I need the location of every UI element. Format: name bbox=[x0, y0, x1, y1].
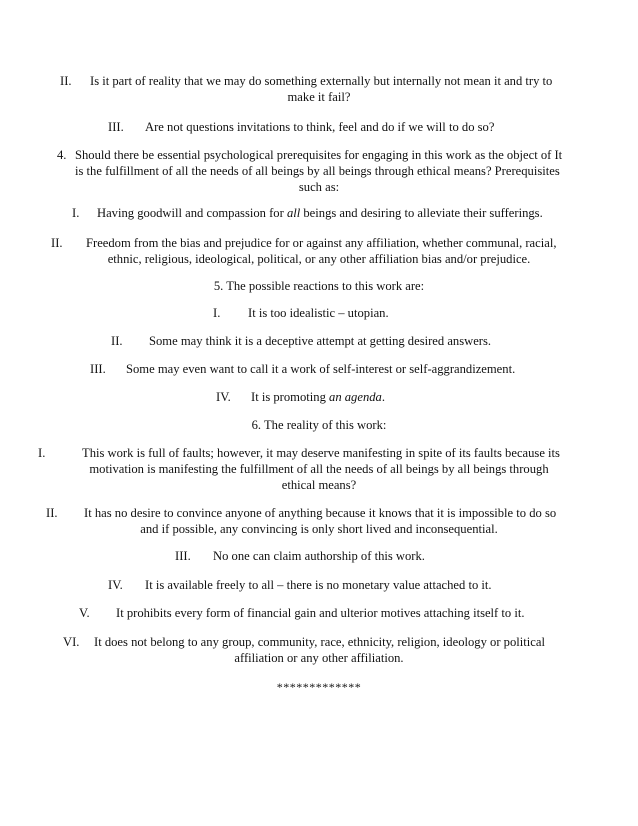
list-text: It is too idealistic – utopian. bbox=[248, 306, 389, 320]
list-text: It prohibits every form of financial gain and ulterior motives attaching itself to it. bbox=[116, 606, 525, 620]
list-number: V. bbox=[79, 606, 90, 620]
list-number: VI. bbox=[63, 635, 80, 649]
list-number: IV. bbox=[108, 578, 123, 592]
list-text: Freedom from the bias and prejudice for or against any affiliation, whether communal, racial, bbox=[86, 236, 557, 250]
list-item-q6-v bbox=[0, 605, 638, 621]
list-item-q5-iv bbox=[0, 389, 638, 405]
list-text-continued: affiliation or any other affiliation. bbox=[234, 651, 404, 665]
list-number: II. bbox=[51, 236, 63, 250]
list-item-q6-iv bbox=[0, 577, 638, 593]
list-text: It does not belong to any group, community, race, ethnicity, religion, ideology or political bbox=[94, 635, 545, 649]
list-text: Are not questions invitations to think, feel and do if we will to do so? bbox=[145, 120, 495, 134]
list-item-q6-vi bbox=[0, 634, 638, 666]
list-item-q2-iii bbox=[0, 119, 638, 135]
list-text-continued: ethical means? bbox=[281, 478, 357, 492]
list-text-continued: is the fulfillment of all the needs of all beings by all beings through ethical means? Prerequisites bbox=[75, 164, 560, 178]
list-number: III. bbox=[90, 362, 106, 376]
end-separator: ************* bbox=[276, 680, 362, 694]
list-item-q6-iii bbox=[0, 548, 638, 564]
list-item-q5-iii bbox=[0, 361, 638, 377]
list-number: 4. bbox=[57, 148, 67, 162]
list-text-continued: motivation is manifesting the fulfillment of all the needs of all beings by all beings through bbox=[89, 462, 549, 476]
list-item-q6-i bbox=[0, 445, 638, 493]
emphasis-text: an agenda bbox=[329, 390, 382, 404]
list-text: Is it part of reality that we may do something externally but internally not mean it and try to bbox=[90, 74, 553, 88]
list-text: It has no desire to convince anyone of anything because it knows that it is impossible to do so bbox=[84, 506, 557, 520]
list-item-q4-i bbox=[0, 205, 638, 221]
list-number: I. bbox=[38, 446, 46, 460]
list-text: It is available freely to all – there is no monetary value attached to it. bbox=[145, 578, 492, 592]
list-item-q5-i bbox=[0, 305, 638, 321]
list-number: II. bbox=[46, 506, 58, 520]
list-text: Having goodwill and compassion for all beings and desiring to alleviate their sufferings. bbox=[97, 206, 543, 220]
list-text-continued: and if possible, any convincing is only short lived and inconsequential. bbox=[140, 522, 498, 536]
list-text: This work is full of faults; however, it may deserve manifesting in spite of its faults because its bbox=[82, 446, 560, 460]
list-text: Some may think it is a deceptive attempt at getting desired answers. bbox=[149, 334, 492, 348]
list-number: II. bbox=[60, 74, 72, 88]
list-text-continued: make it fail? bbox=[287, 90, 351, 104]
list-text: It is promoting an agenda. bbox=[251, 390, 385, 404]
list-item-q4-ii bbox=[0, 235, 638, 267]
list-text: Some may even want to call it a work of self-interest or self-aggrandizement. bbox=[126, 362, 516, 376]
section-heading-6: 6. The reality of this work: bbox=[251, 418, 387, 432]
list-number: II. bbox=[111, 334, 123, 348]
list-number: I. bbox=[213, 306, 221, 320]
section-heading-5: 5. The possible reactions to this work are: bbox=[213, 279, 425, 293]
list-text-continued: such as: bbox=[298, 180, 340, 194]
list-text: Should there be essential psychological prerequisites for engaging in this work as the object of It bbox=[75, 148, 563, 162]
list-number: III. bbox=[175, 549, 191, 563]
list-text-continued: ethnic, religious, ideological, political, or any other affiliation bias and/or prejudice. bbox=[107, 252, 531, 266]
list-number: III. bbox=[108, 120, 124, 134]
emphasis-text: all bbox=[286, 206, 301, 220]
list-item-q6-ii bbox=[0, 505, 638, 537]
list-item-q4 bbox=[0, 147, 638, 195]
list-text: No one can claim authorship of this work. bbox=[213, 549, 425, 563]
list-number: IV. bbox=[216, 390, 231, 404]
list-item-q2-ii bbox=[0, 73, 638, 105]
list-number: I. bbox=[72, 206, 80, 220]
list-item-q5-ii bbox=[0, 333, 638, 349]
